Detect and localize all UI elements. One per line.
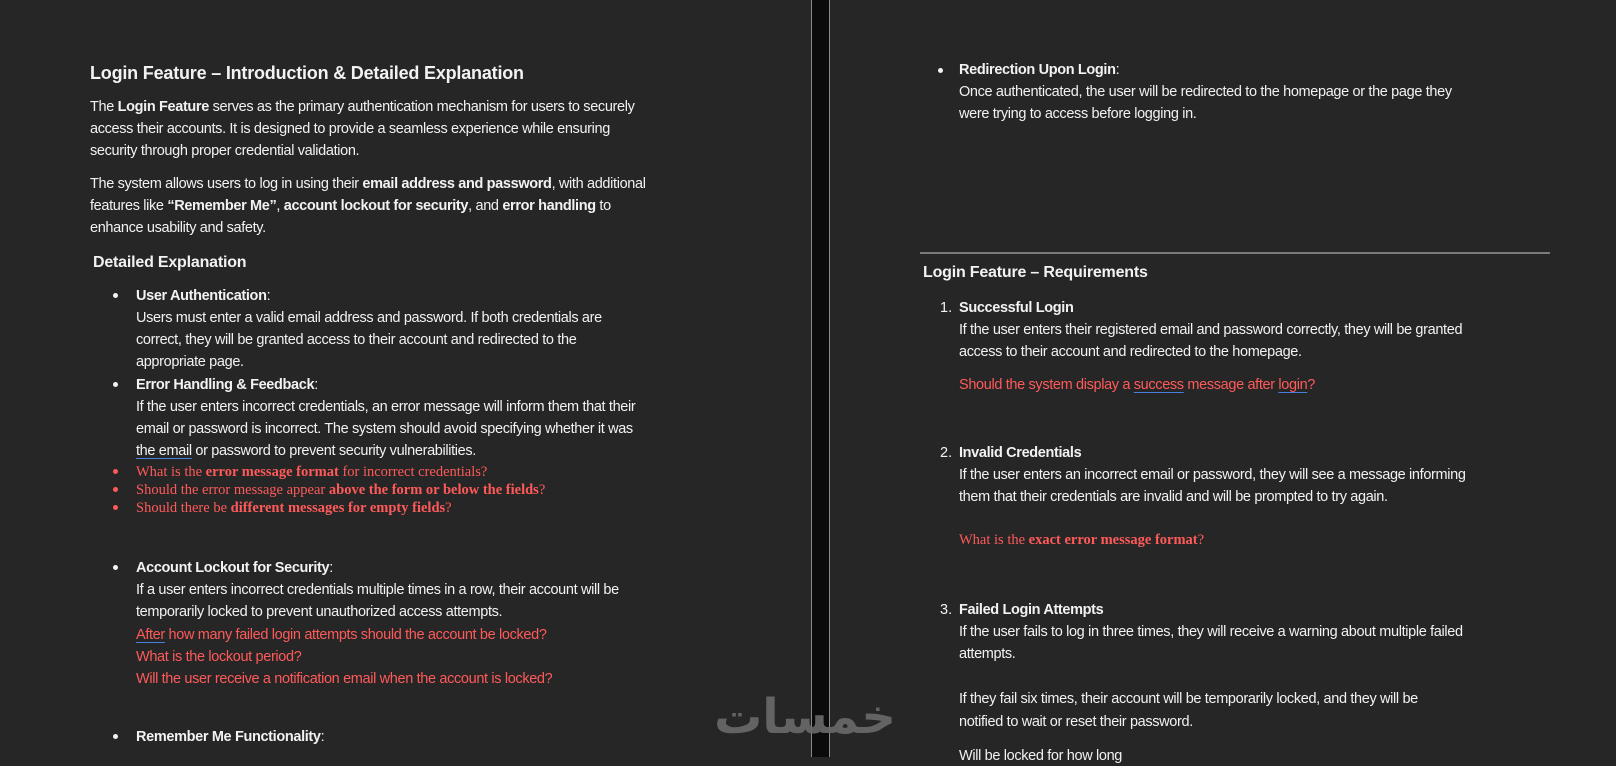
features-paragraph-line: The system allows users to log in using their email address and password, with additional [90, 176, 646, 192]
list-item-text: were trying to access before logging in. [959, 106, 1197, 122]
bullet-icon [113, 505, 118, 510]
bullet-icon [113, 565, 118, 570]
requirement-title: Invalid Credentials [959, 445, 1082, 461]
requirement-text: them that their credentials are invalid and will be prompted to try again. [959, 489, 1388, 505]
list-item-title: User Authentication: [136, 288, 271, 304]
requirement-text: access to their account and redirected to the homepage. [959, 344, 1302, 360]
bullet-icon [113, 293, 118, 298]
bullet-icon [113, 734, 118, 739]
list-item-text: If the user enters incorrect credentials, an error message will inform them that their [136, 399, 636, 415]
list-number: 1. [940, 300, 953, 316]
features-paragraph-line: features like “Remember Me”, account lockout for security, and error handling to [90, 198, 611, 214]
document-page-left [0, 0, 812, 757]
list-item-title: Error Handling & Feedback: [136, 377, 318, 393]
list-item-title: Remember Me Functionality: [136, 729, 325, 745]
requirement-text: attempts. [959, 646, 1016, 662]
open-question: What is the lockout period? [136, 649, 302, 665]
list-item-text: temporarily locked to prevent unauthorized access attempts. [136, 604, 503, 620]
open-question: What is the error message format for incorrect credentials? [136, 464, 488, 480]
list-number: 2. [940, 445, 953, 461]
list-item-text: If a user enters incorrect credentials multiple times in a row, their account will be [136, 582, 619, 598]
open-question: After how many failed login attempts should the account be locked? [136, 627, 547, 643]
open-question: Should there be different messages for empty fields? [136, 500, 452, 516]
page-separator [812, 0, 829, 757]
intro-paragraph-line: security through proper credential validation. [90, 143, 360, 159]
intro-paragraph-line: access their accounts. It is designed to provide a seamless experience while ensuring [90, 121, 610, 137]
list-item-text: Users must enter a valid email address and password. If both credentials are [136, 310, 602, 326]
bullet-icon [113, 487, 118, 492]
requirement-text: If they fail six times, their account will be temporarily locked, and they will be [959, 691, 1418, 707]
list-item-title: Account Lockout for Security: [136, 560, 333, 576]
horizontal-rule [920, 252, 1550, 254]
requirement-text: notified to wait or reset their password. [959, 714, 1193, 730]
requirement-title: Successful Login [959, 300, 1074, 316]
bullet-icon [938, 68, 943, 73]
requirement-text: If the user enters an incorrect email or password, they will see a message informing [959, 467, 1466, 483]
list-item-text: Once authenticated, the user will be redirected to the homepage or the page they [959, 84, 1452, 100]
section-heading: Detailed Explanation [93, 254, 247, 271]
requirement-text: If the user enters their registered email and password correctly, they will be granted [959, 322, 1463, 338]
document-page-right [829, 0, 1616, 764]
list-item-text: correct, they will be granted access to their account and redirected to the [136, 332, 577, 348]
open-question: Will the user receive a notification email when the account is locked? [136, 671, 553, 687]
list-item-title: Redirection Upon Login: [959, 62, 1120, 78]
document-title: Login Feature – Introduction & Detailed Explanation [90, 63, 524, 83]
bullet-icon [113, 469, 118, 474]
requirement-text: If the user fails to log in three times, they will receive a warning about multiple failed [959, 624, 1463, 640]
list-item-text: the email or password to prevent security vulnerabilities. [136, 443, 476, 459]
open-question: Should the system display a success message after login? [959, 377, 1316, 393]
list-item-text: email or password is incorrect. The system should avoid specifying whether it was [136, 421, 633, 437]
intro-paragraph-line: The Login Feature serves as the primary authentication mechanism for users to securely [90, 99, 635, 115]
bullet-icon [113, 382, 118, 387]
list-number: 3. [940, 602, 953, 618]
list-item-text: appropriate page. [136, 354, 244, 370]
features-paragraph-line: enhance usability and safety. [90, 220, 266, 236]
section-heading: Login Feature – Requirements [923, 264, 1148, 281]
open-question: What is the exact error message format? [959, 532, 1205, 548]
requirement-text: Will be locked for how long [959, 748, 1123, 764]
watermark-logo: خمسات [714, 689, 896, 745]
open-question: Should the error message appear above the form or below the fields? [136, 482, 546, 498]
requirement-title: Failed Login Attempts [959, 602, 1104, 618]
